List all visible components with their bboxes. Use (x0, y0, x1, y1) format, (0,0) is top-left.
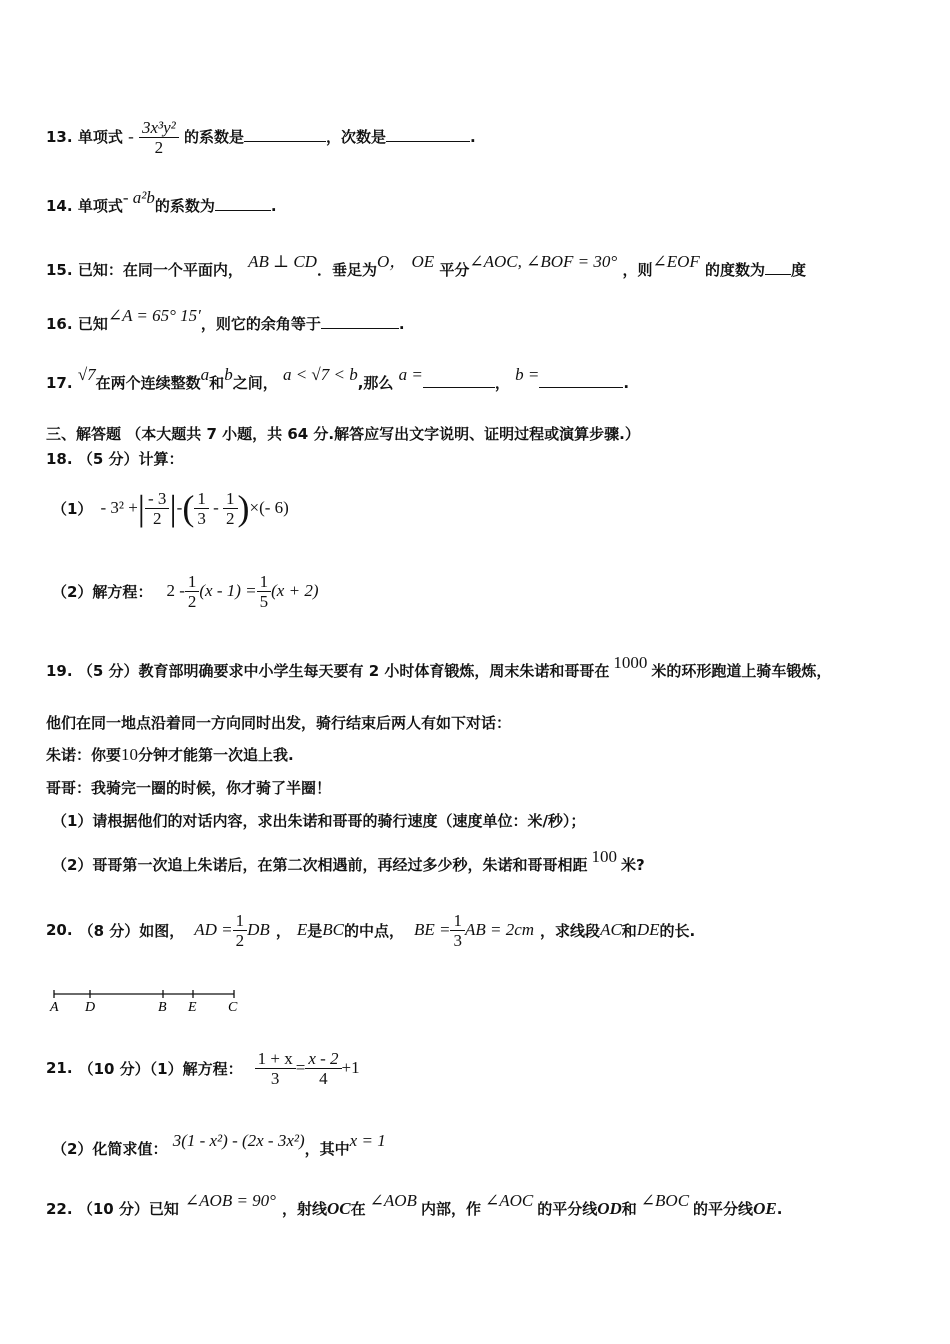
q18-frac-3-2: $\frac{- 3}{2}$ (145, 489, 169, 528)
question-14: 14. 单项式- a²b的系数为 . (46, 188, 277, 215)
question-17: 17. √7在两个连续整数a和b之间， a < √7 < b,那么 a = ， b = . (46, 365, 630, 392)
point-label-d: D (85, 1000, 96, 1015)
q20-segment-figure (48, 986, 248, 1016)
q19-line2: 他们在同一地点沿着同一方向同时出发，骑行结束后两人有如下对话： (46, 714, 512, 732)
q15-expr-oe: OE (411, 252, 435, 271)
q13-fraction: $\frac{\text{3x³y²}}{2}$ (139, 118, 179, 157)
q14-expression: - a²b (122, 188, 155, 207)
q14-blank[interactable] (215, 196, 271, 211)
q13-text3: ，次数是 (326, 128, 387, 146)
q13-blank-degree[interactable] (386, 127, 470, 142)
question-15: 15. 已知：在同一个平面内， AB ⊥ CD．垂足为O， OE 平分∠AOC, ∠BOF = 30° ，则∠EOF 的度数为 度 (46, 252, 807, 279)
q18-part2: （2）解方程： 2 - $\frac{1}{2}$ (x - 1) = $\frac{1}{5}$ (x + 2) (52, 571, 319, 611)
q17-blank-b[interactable] (539, 373, 623, 388)
q15-text: 已知：在同一个平面内， (77, 261, 243, 279)
q16-expr-angle: ∠A = 65° 15′ (107, 306, 201, 325)
point-label-b: B (158, 1000, 167, 1015)
q15-expr-angles: ∠AOC, ∠BOF = 30° (469, 252, 618, 271)
question-22: 22. （10 分）已知 ∠AOB = 90° ，射线OC在 ∠AOB 内部，作 ∠AOC 的平分线OD和 ∠BOC 的平分线OE. (46, 1191, 783, 1218)
q18-number: 18. (46, 450, 73, 468)
q21-part2: （2）化简求值： 3(1 - x²) - (2x - 3x²)，其中x = 1 (52, 1131, 386, 1158)
question-18-heading: 18. （5 分）计算： (46, 450, 184, 468)
q15-blank[interactable] (765, 260, 791, 275)
section-3-heading: 三、解答题 （本大题共 7 小题，共 64 分.解答应写出文字说明、证明过程或演算步骤.） (46, 425, 640, 443)
q22-number: 22. (46, 1200, 73, 1218)
q14-text: 单项式 (77, 197, 123, 215)
q13-text: 单项式 (77, 128, 123, 146)
question-20: 20. （8 分）如图， AD = $\frac{1}{2}$ DB ， E 是 BC 的中点， BE = $\frac{1}{3}$ AB = 2cm ，求线段 AC 和 DE 的长. (46, 910, 696, 950)
q13-number: 13. (46, 128, 73, 146)
question-16: 16. 已知∠A = 65° 15′，则它的余角等于 . (46, 306, 405, 333)
point-label-e: E (188, 1000, 197, 1015)
q15-expr-perp: AB ⊥ CD (248, 252, 317, 271)
q18-part1: （1） - 3² + | $\frac{- 3}{2}$ | - ( $\frac{1}{3}$ - $\frac{1}{2}$ ) ×(- 6) (52, 488, 289, 528)
q17-inequality: a < √7 < b (282, 365, 358, 384)
q14-text2: 的系数为 (154, 197, 215, 215)
q16-blank[interactable] (321, 314, 399, 329)
q19-line5: （1）请根据他们的对话内容，求出朱诺和哥哥的骑行速度（速度单位：米/秒）； (52, 812, 586, 830)
q13-text2: 的系数是 (184, 128, 245, 146)
q19-number: 19. (46, 662, 73, 680)
question-21: 21. （10 分）（1）解方程： $\frac{1 + x}{3}$ = $\frac{x - 2}{4}$ +1 (46, 1048, 360, 1088)
q17-blank-a[interactable] (423, 373, 495, 388)
q16-number: 16. (46, 315, 73, 333)
q13-blank-coefficient[interactable] (244, 127, 326, 142)
q19-line3: 朱诺：你要10分钟才能第一次追上我. (46, 745, 294, 764)
q17-sqrt7: √7 (77, 365, 96, 384)
q19-line4: 哥哥：我骑完一圈的时候，你才骑了半圈！ (46, 779, 332, 797)
q20-number: 20. (46, 921, 73, 939)
question-19: 19. （5 分）教育部明确要求中小学生每天要有 2 小时体育锻炼，周末朱诺和哥哥在 1000 米的环形跑道上骑车锻炼， (46, 653, 832, 680)
point-label-a: A (50, 1000, 59, 1015)
q21-number: 21. (46, 1059, 73, 1077)
q14-number: 14. (46, 197, 73, 215)
question-13: 13. 单项式 - $\frac{\text{3x³y²}}{2}$ 的系数是 ，次数是 . (46, 118, 476, 157)
q17-number: 17. (46, 374, 73, 392)
q15-expr-o: O， (376, 252, 407, 271)
q13-neg: - (128, 127, 134, 146)
q19-line6: （2）哥哥第一次追上朱诺后，在第二次相遇前，再经过多少秒，朱诺和哥哥相距 100 米? (52, 847, 645, 874)
q15-number: 15. (46, 261, 73, 279)
q21-expression: 3(1 - x²) - (2x - 3x²) (172, 1131, 305, 1150)
q15-expr-eof: ∠EOF (652, 252, 700, 271)
point-label-c: C (228, 1000, 238, 1015)
